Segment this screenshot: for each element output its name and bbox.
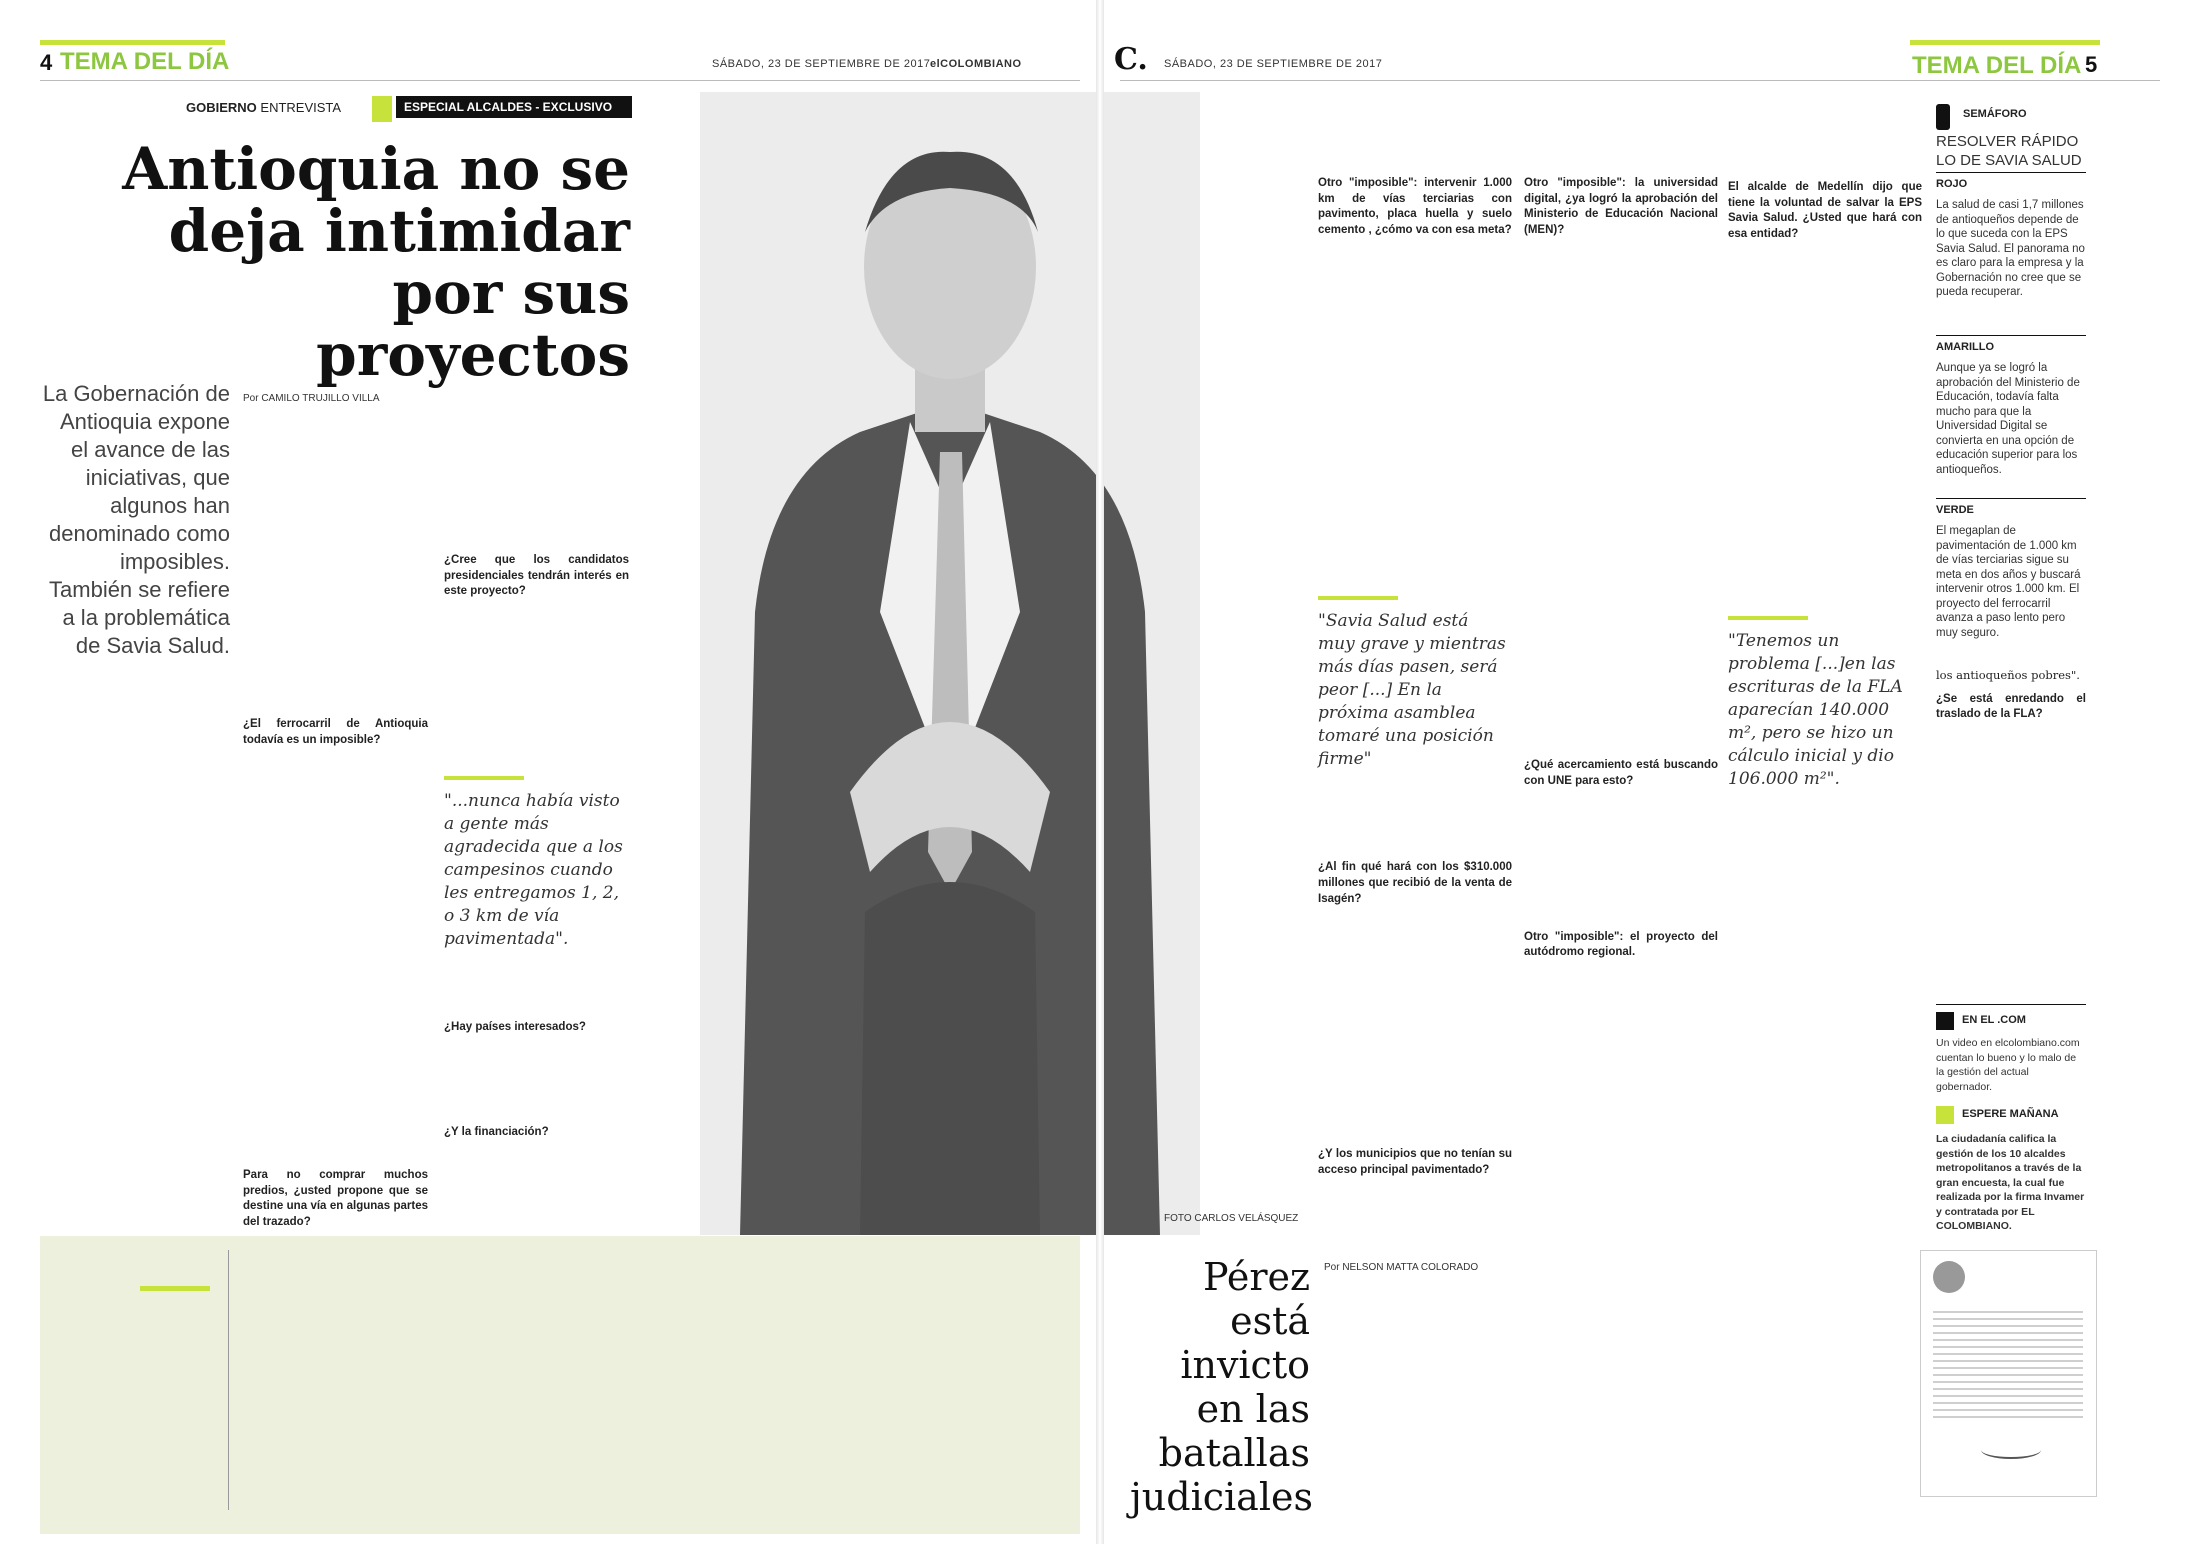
espere-manana-title: ESPERE MAÑANA: [1962, 1108, 2059, 1120]
pullquote-right: "Tenemos un problema [...]en las escrituras de la FLA aparecían 140.000 m², pero se hizo un cálculo inicial y dio 106.000 m²".: [1728, 631, 1903, 789]
rojo-text: La salud de casi 1,7 millones de antioqueños depende de lo que suceda con la EPS Savia Salud. El panorama no es claro para la empresa y la Gobernación no cree que se pueda recuperar.: [1936, 199, 2085, 298]
espere-manana-text: La ciudadanía califica la gestión de los 10 alcaldes metropolitanos a través de la gran encuesta, la cual fue realizada por la firma Invamer y contratada por EL COLOMBIANO.: [1936, 1133, 2085, 1232]
page-number: 4: [40, 50, 53, 75]
interview-question: Otro "imposible": intervenir 1.000 km de vías terciarias con pavimento, placa huella y suelo cemento , ¿cómo va con esa meta?: [1318, 177, 1512, 236]
amarillo-label: AMARILLO: [1936, 341, 1995, 353]
section-title: TEMA DEL DÍA: [60, 48, 230, 75]
sidebar-rule: [1936, 498, 2086, 499]
pullquote-left: "...nunca había visto a gente más agradecida que a los campesinos cuando les entregamos 1, 2, o 3 km de vía pavimentada".: [444, 791, 623, 949]
header-rule: [1120, 80, 2160, 81]
photo-credit: FOTO CARLOS VELÁSQUEZ: [1164, 1213, 1299, 1224]
judicial-column-1: [1324, 1280, 1610, 1490]
interview-question: Otro "imposible": el proyecto del autódromo regional.: [1524, 930, 1718, 959]
verde-label: VERDE: [1936, 504, 1974, 516]
kicker-thin: ENTREVISTA: [260, 100, 342, 115]
c-logo: C.: [1114, 42, 1148, 77]
interview-question: ¿Hay países interesados?: [444, 1020, 586, 1033]
article-column-6: [1936, 668, 2086, 978]
en-el-com-text: Un video en elcolombiano.com cuentan lo bueno y lo malo de la gestión del actual gobernador.: [1936, 1037, 2080, 1093]
semaforo-title: SEMÁFORO: [1963, 108, 2027, 120]
document-text-lines: [1933, 1311, 2083, 1421]
sidebar-rule: [1936, 172, 2086, 173]
headline: Antioquia no se deja intimidar por sus proyectos: [122, 135, 630, 389]
interview-question: ¿Cree que los candidatos presidenciales tendrán interés en este proyecto?: [444, 554, 629, 598]
interview-question: ¿Y los municipios que no tenían su acceso principal pavimentado?: [1318, 1148, 1512, 1176]
section-bar: [1910, 40, 2100, 45]
column-paragraph: los antioqueños pobres".: [1936, 668, 2080, 682]
analysis-bar: [140, 1286, 210, 1291]
info-icon: [372, 96, 392, 122]
analysis-divider: [228, 1250, 229, 1510]
pullquote-bar: [1318, 596, 1398, 600]
interview-question: ¿Y la financiación?: [444, 1126, 549, 1139]
verde-text: El megaplan de pavimentación de 1.000 km de vías terciarias sigue su meta en dos años y buscará intervenir otros 1.000 km. El proyecto del ferrocarril avanza a paso lento pero muy seguro.: [1936, 525, 2081, 639]
analysis-band: [40, 1236, 1080, 1534]
interview-question: ¿Se está enredando el traslado de la FLA?: [1936, 692, 2086, 721]
article-column-4: [1524, 92, 1718, 1232]
certificate-document-image: [1920, 1250, 2097, 1497]
kicker: [186, 100, 341, 115]
interview-question: ¿Qué acercamiento está buscando con UNE para esto?: [1524, 759, 1718, 787]
article-column-1: [243, 412, 428, 1232]
document-signature: [1981, 1441, 2041, 1459]
page-number: 5: [2085, 52, 2098, 77]
sidebar-rule: [1936, 1004, 2086, 1005]
interview-question: ¿El ferrocarril de Antioquia todavía es un imposible?: [243, 718, 428, 746]
semaforo-subtitle: RESOLVER RÁPIDO LO DE SAVIA SALUD: [1936, 133, 2082, 169]
interview-question: Para no comprar muchos predios, ¿usted propone que se destine una vía en algunas partes del trazado?: [243, 1169, 428, 1228]
amarillo-text: Aunque ya se logró la aprobación del Ministerio de Educación, todavía falta mucho para que la Universidad Digital se convierta en una opción de educación superior para los antioqueños.: [1936, 362, 2080, 476]
rojo-label: ROJO: [1936, 178, 1968, 190]
en-el-com-title: EN EL .COM: [1962, 1014, 2026, 1026]
pullquote-bar: [1728, 616, 1808, 620]
interview-question: Otro "imposible": la universidad digital, ¿ya logró la aprobación del Ministerio de Educación Nacional (MEN)?: [1524, 177, 1718, 236]
pullquote-middle: "Savia Salud está muy grave y mientras más días pasen, será peor [...] En la próxima asamblea tomaré una posición firme": [1318, 611, 1506, 769]
section-bar: [40, 40, 225, 45]
interview-question: ¿Al fin qué hará con los $310.000 millones que recibió de la venta de Isagén?: [1318, 861, 1512, 905]
header-rule: [40, 80, 1080, 81]
intro: La Gobernación de Antioquia expone el avance de las iniciativas, que algunos han denominado como imposibles. También se refiere a la problemática de Savia Salud.: [42, 381, 230, 658]
newspaper-name: elCOLOMBIANO: [930, 58, 1022, 70]
kicker-bold: GOBIERNO: [186, 100, 257, 115]
byline: Por CAMILO TRUJILLO VILLA: [243, 393, 380, 404]
page-gutter: [1096, 0, 1104, 1544]
page-date: SÁBADO, 23 DE SEPTIEMBRE DE 2017: [1164, 58, 1383, 70]
pullquote-bar: [444, 776, 524, 780]
section-title: TEMA DEL DÍA: [1912, 52, 2082, 79]
page-date: SÁBADO, 23 DE SEPTIEMBRE DE 2017: [712, 58, 931, 70]
judicial-column-2: [1628, 1255, 1910, 1490]
sidebar-rule: [1936, 335, 2086, 336]
judicial-title: Pérez está invicto en las batallas judiciales: [1130, 1255, 1313, 1519]
interview-question: El alcalde de Medellín dijo que tiene la voluntad de salvar la EPS Savia Salud. ¿Usted que hará con esa entidad?: [1728, 181, 1922, 240]
computer-icon: [1936, 1012, 1954, 1030]
judicial-byline: Por NELSON MATTA COLORADO: [1324, 1262, 1479, 1273]
exclusive-badge: ESPECIAL ALCALDES - EXCLUSIVO: [396, 96, 632, 118]
arrow-icon: [1936, 1106, 1954, 1124]
traffic-light-icon: [1936, 104, 1950, 130]
document-seal: [1933, 1261, 1965, 1293]
